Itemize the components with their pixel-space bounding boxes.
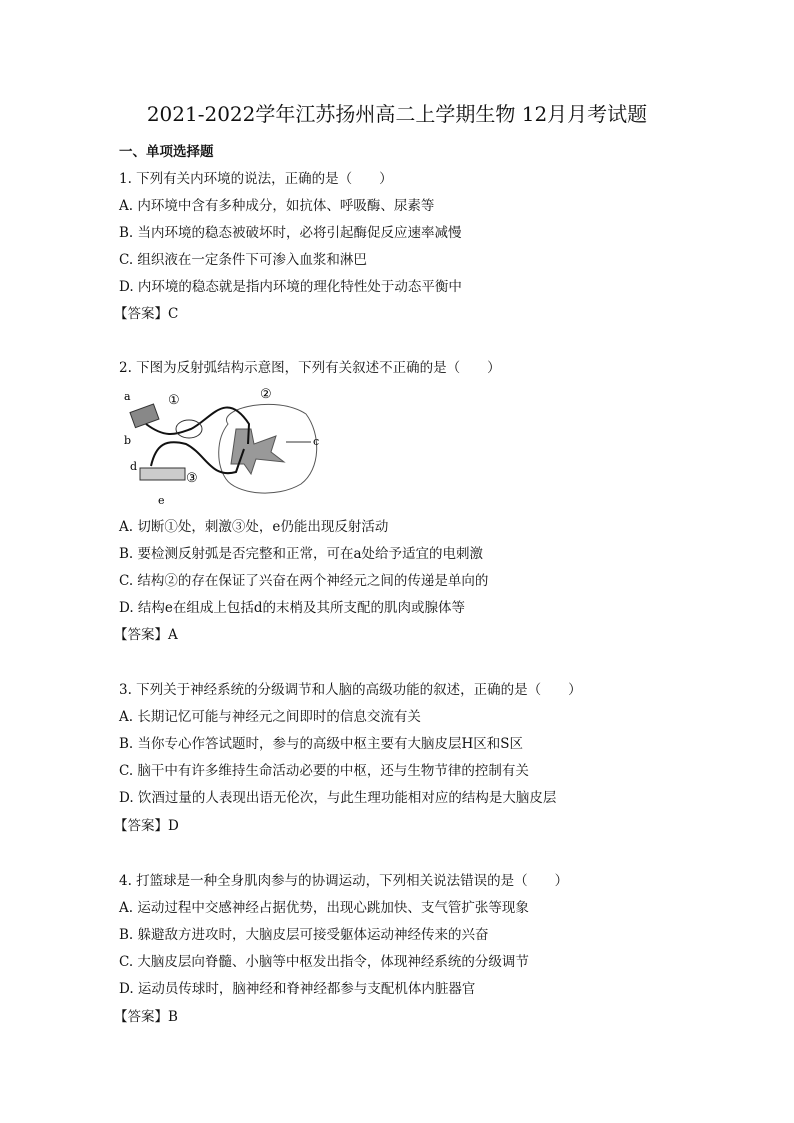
q4-option-c: C. 大脑皮层向脊髓、小脑等中枢发出指令，体现神经系统的分级调节 — [119, 954, 529, 970]
q1-answer: 【答案】C — [114, 306, 179, 322]
q1-option-a: A. 内环境中含有多种成分，如抗体、呼吸酶、尿素等 — [119, 198, 435, 214]
section-heading: 一、单项选择题 — [119, 144, 214, 160]
question-4-stem: 4. 打篮球是一种全身肌肉参与的协调运动，下列相关说法错误的是（ ） — [119, 873, 569, 889]
question-1-stem: 1. 下列有关内环境的说法，正确的是（ ） — [119, 171, 393, 187]
q3-option-b: B. 当你专心作答试题时，参与的高级中枢主要有大脑皮层H区和S区 — [119, 736, 524, 752]
q2-answer: 【答案】A — [114, 627, 178, 643]
q3-option-d: D. 饮酒过量的人表现出语无伦次，与此生理功能相对应的结构是大脑皮层 — [119, 790, 557, 806]
label-2: ② — [260, 387, 272, 402]
label-c: c — [313, 435, 320, 448]
q3-option-a: A. 长期记忆可能与神经元之间即时的信息交流有关 — [119, 709, 421, 725]
q2-option-a: A. 切断①处，刺激③处，e仍能出现反射活动 — [119, 519, 389, 535]
q1-option-b: B. 当内环境的稳态被破坏时，必将引起酶促反应速率减慢 — [119, 225, 462, 241]
page-title: 2021-2022学年江苏扬州高二上学期生物 12月月考试题 — [146, 102, 648, 126]
label-a: a — [124, 390, 131, 403]
q1-option-d: D. 内环境的稳态就是指内环境的理化特性处于动态平衡中 — [119, 279, 462, 295]
q4-option-a: A. 运动过程中交感神经占据优势，出现心跳加快、支气管扩张等现象 — [119, 900, 529, 916]
label-1: ① — [168, 393, 180, 408]
q1-option-c: C. 组织液在一定条件下可渗入血浆和淋巴 — [119, 252, 367, 268]
q4-answer: 【答案】B — [114, 1009, 178, 1025]
label-e: e — [158, 494, 165, 507]
label-d: d — [130, 460, 138, 473]
q4-option-d: D. 运动员传球时，脑神经和脊神经都参与支配机体内脏器官 — [119, 981, 476, 997]
q3-answer: 【答案】D — [114, 818, 179, 834]
question-2-stem: 2. 下图为反射弧结构示意图，下列有关叙述不正确的是（ ） — [119, 360, 501, 376]
q2-option-d: D. 结构e在组成上包括d的末梢及其所支配的肌肉或腺体等 — [119, 600, 466, 616]
q3-option-c: C. 脑干中有许多维持生命活动必要的中枢，还与生物节律的控制有关 — [119, 763, 529, 779]
q2-option-c: C. 结构②的存在保证了兴奋在两个神经元之间的传递是单向的 — [119, 573, 489, 589]
q2-option-b: B. 要检测反射弧是否完整和正常，可在a处给予适宜的电刺激 — [119, 546, 484, 562]
q4-option-b: B. 躲避敌方进攻时，大脑皮层可接受躯体运动神经传来的兴奋 — [119, 927, 489, 943]
reflex-arc-diagram — [116, 384, 326, 509]
label-b: b — [124, 434, 132, 447]
label-3: ③ — [186, 471, 198, 486]
question-3-stem: 3. 下列关于神经系统的分级调节和人脑的高级功能的叙述，正确的是（ ） — [119, 682, 582, 698]
